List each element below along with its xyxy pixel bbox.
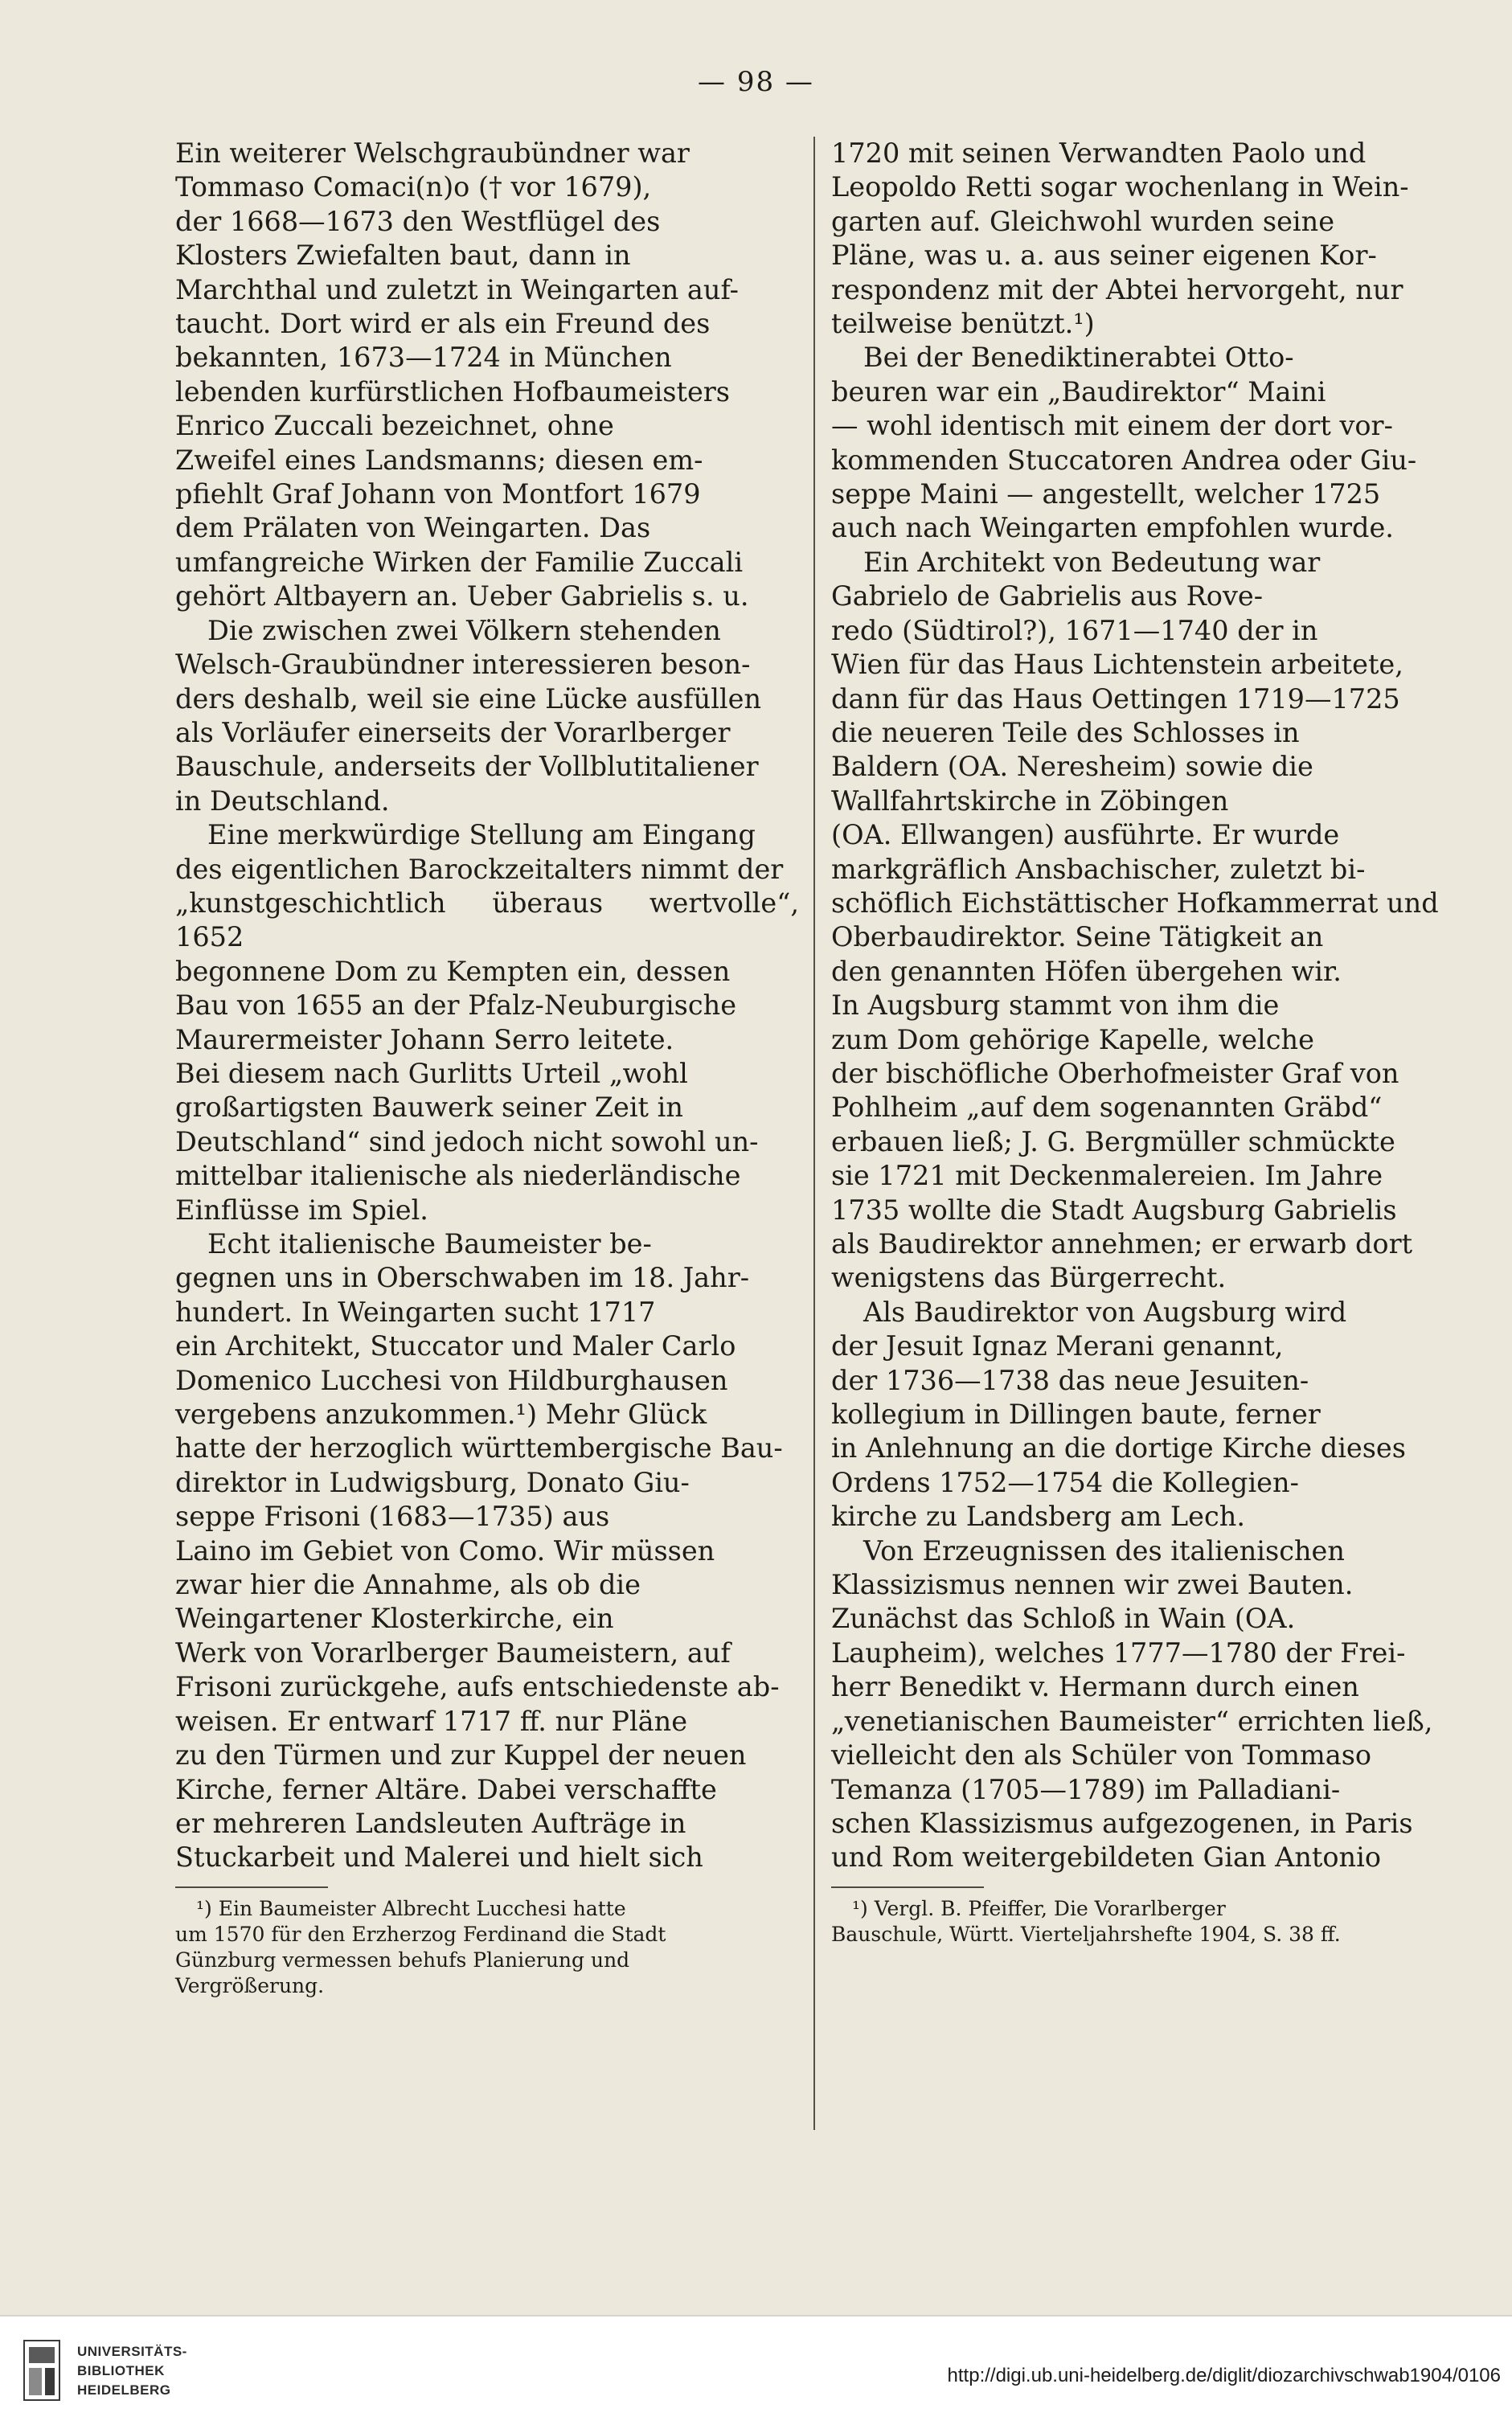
paragraph: 1720 mit seinen Verwandten Paolo und Leopoldo Retti sogar wochenlang in Wein- garten auf. Gleichwohl wurden seine Pläne, was u. a. aus seiner eigenen Kor- respondenz mit der Abtei hervorgeht, nur teilweise benützt.¹) <box>831 137 1409 340</box>
library-name-line: UNIVERSITÄTS- <box>77 2344 187 2359</box>
paragraph: Von Erzeugnissen des italienischen Klassizismus nennen wir zwei Bauten. Zunächst das Schloß in Wain (OA. Laupheim), welches 1777—1780 der Frei- herr Benedikt v. Hermann durch einen „venetianischen Baumeister“ errichten ließ, vielleicht den als Schüler von Tommaso Temanza (1705—1789) im Palladiani- schen Klassizismus aufgezogenen, in Paris und Rom weitergebildeten Gian Antonio <box>831 1534 1433 1874</box>
library-name-line: HEIDELBERG <box>77 2382 171 2398</box>
paragraph: Ein weiterer Welschgraubündner war Tommaso Comaci(n)o († vor 1679), der 1668—1673 den Westflügel des Klosters Zwiefalten baut, dann in Marchthal und zuletzt in Weingarten auf- taucht. Dort wird er als ein Freund des bekannten, 1673—1724 in München lebenden kurfürstlichen Hofbaumeisters Enrico Zuccali bezeichnet, ohne Zweifel eines Landsmanns; diesen em- pfiehlt Graf Johann von Montfort 1679 dem Prälaten von Weingarten. Das umfangreiche Wirken der Familie Zuccali gehört Altbayern an. Ueber Gabrielis s. u. <box>175 137 749 612</box>
paragraph: Echt italienische Baumeister be- gegnen uns in Oberschwaben im 18. Jahr- hundert. In Weingarten sucht 1717 ein Architekt, Stuccator und Maler Carlo Domenico Lucchesi von Hildburghausen vergebens anzukommen.¹) Mehr Glück hatte der herzoglich württembergische Bau- direktor in Ludwigsburg, Donato Giu- seppe Frisoni (1683—1735) aus Laino im Gebiet von Como. Wir müssen zwar hier die Annahme, als ob die Weingartener Klosterkirche, ein Werk von Vorarlberger Baumeistern, auf Frisoni zurückgehe, aufs entschiedenste ab- weisen. Er entwarf 1717 ff. nur Pläne zu den Türmen und zur Kuppel der neuen Kirche, ferner Altäre. Dabei verschaffte er mehreren Landsleuten Aufträge in Stuckarbeit und Malerei und hielt sich <box>175 1228 783 1874</box>
column-divider <box>813 137 815 2130</box>
page-number: — 98 — <box>698 66 814 98</box>
footnote-divider <box>831 1886 984 1888</box>
university-library-logo-icon <box>23 2339 61 2402</box>
footnote: ¹) Vergl. B. Pfeiffer, Die Vorarlberger Bauschule, Württ. Vierteljahrshefte 1904, S. 38 ff. <box>831 1896 1341 1946</box>
paragraph: Die zwischen zwei Völkern stehenden Welsch-Graubündner interessieren beson- ders deshalb, weil sie eine Lücke ausfüllen als Vorläufer einerseits der Vorarlberger Bauschule, anderseits der Vollblutitaliener in Deutschland. <box>175 614 762 817</box>
paragraph: Ein Architekt von Bedeutung war Gabrielo de Gabrielis aus Rove- redo (Südtirol?), 1671—1740 der in Wien für das Haus Lichtenstein arbeitete, dann für das Haus Oettingen 1719—1725 die neueren Teile des Schlosses in Baldern (OA. Neresheim) sowie die Wallfahrtskirche in Zöbingen (OA. Ellwangen) ausführte. Er wurde markgräflich Ansbachischer, zuletzt bi- schöflich Eichstättischer Hofkammerrat und Oberbaudirektor. Seine Tätigkeit an den genannten Höfen übergehen wir. In Augsburg stammt von ihm die zum Dom gehörige Kapelle, welche der bischöfliche Oberhofmeister Graf von Pohlheim „auf dem sogenannten Gräbd“ erbauen ließ; J. G. Bergmüller schmückte sie 1721 mit Deckenmalereien. Im Jahre 1735 wollte die Stadt Augsburg Gabrielis als Baudirektor annehmen; er erwarb dort wenigstens das Bürgerrecht. <box>831 546 1439 1294</box>
library-footer <box>0 2315 1512 2425</box>
source-url-link[interactable]: http://digi.ub.uni-heidelberg.de/diglit/diozarchivschwab1904/0106 <box>947 2365 1501 2386</box>
footnote: ¹) Ein Baumeister Albrecht Lucchesi hatte um 1570 für den Erzherzog Ferdinand die Stadt Günzburg vermessen behufs Planierung und Vergrößerung. <box>175 1896 666 1997</box>
paragraph: Bei der Benediktinerabtei Otto- beuren war ein „Baudirektor“ Maini — wohl identisch mit einem der dort vor- kommenden Stuccatoren Andrea oder Giu- seppe Maini — angestellt, welcher 1725 auch nach Weingarten empfohlen wurde. <box>831 342 1417 544</box>
library-name <box>77 2342 187 2400</box>
left-column <box>175 137 799 2162</box>
footnote-divider <box>175 1886 328 1888</box>
right-column <box>831 137 1450 2162</box>
paragraph: Eine merkwürdige Stellung am Eingang des eigentlichen Barockzeitalters nimmt der „kunstgeschichtlich überaus wertvolle“, 1652 begonnene Dom zu Kempten ein, dessen Bau von 1655 an der Pfalz-Neuburgische Maurermeister Johann Serro leitete. Bei diesem nach Gurlitts Urteil „wohl großartigsten Bauwerk seiner Zeit in Deutschland“ sind jedoch nicht sowohl un- mittelbar italienische als niederländische Einflüsse im Spiel. <box>175 819 799 1226</box>
library-name-line: BIBLIOTHEK <box>77 2363 165 2378</box>
paragraph: Als Baudirektor von Augsburg wird der Jesuit Ignaz Merani genannt, der 1736—1738 das neue Jesuiten- kollegium in Dillingen baute, ferner in Anlehnung an die dortige Kirche dieses Ordens 1752—1754 die Kollegien- kirche zu Landsberg am Lech. <box>831 1296 1406 1533</box>
